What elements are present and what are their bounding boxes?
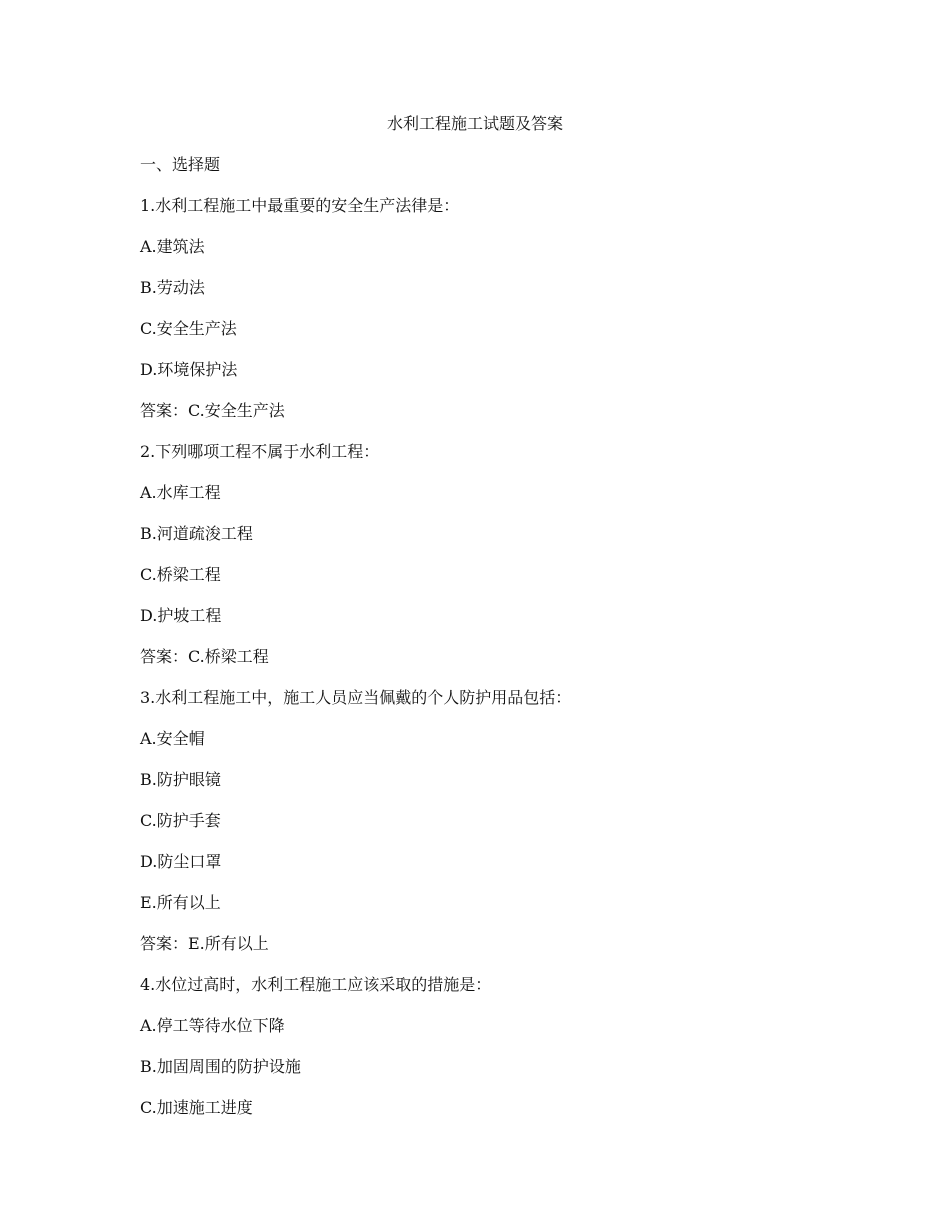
- question-1-prompt: 1.水利工程施工中最重要的安全生产法律是：: [140, 196, 460, 215]
- question-3-prompt: 3.水利工程施工中，施工人员应当佩戴的个人防护用品包括：: [140, 688, 572, 707]
- question-3-option-c: C.防护手套: [140, 811, 221, 830]
- question-4-option-a: A.停工等待水位下降: [140, 1016, 285, 1035]
- document-title: 水利工程施工试题及答案: [386, 114, 563, 133]
- question-2-option-d: D.护坡工程: [140, 606, 222, 625]
- question-1-answer: 答案：C.安全生产法: [140, 401, 285, 420]
- question-3-option-b: B.防护眼镜: [140, 770, 221, 789]
- question-3-option-a: A.安全帽: [140, 729, 205, 748]
- question-3-option-d: D.防尘口罩: [140, 852, 222, 871]
- question-1-option-d: D.环境保护法: [140, 360, 238, 379]
- question-1-option-b: B.劳动法: [140, 278, 205, 297]
- question-3-answer: 答案：E.所有以上: [140, 934, 269, 953]
- question-1-option-a: A.建筑法: [140, 237, 205, 256]
- question-3-option-e: E.所有以上: [140, 893, 221, 912]
- question-2-option-c: C.桥梁工程: [140, 565, 221, 584]
- question-4-option-c: C.加速施工进度: [140, 1098, 253, 1117]
- question-2-option-b: B.河道疏浚工程: [140, 524, 253, 543]
- question-4-option-b: B.加固周围的防护设施: [140, 1057, 301, 1076]
- question-2-answer: 答案：C.桥梁工程: [140, 647, 269, 666]
- section-heading: 一、选择题: [140, 155, 221, 174]
- question-1-option-c: C.安全生产法: [140, 319, 237, 338]
- question-4-prompt: 4.水位过高时，水利工程施工应该采取的措施是：: [140, 975, 492, 994]
- question-2-option-a: A.水库工程: [140, 483, 221, 502]
- question-2-prompt: 2.下列哪项工程不属于水利工程：: [140, 442, 380, 461]
